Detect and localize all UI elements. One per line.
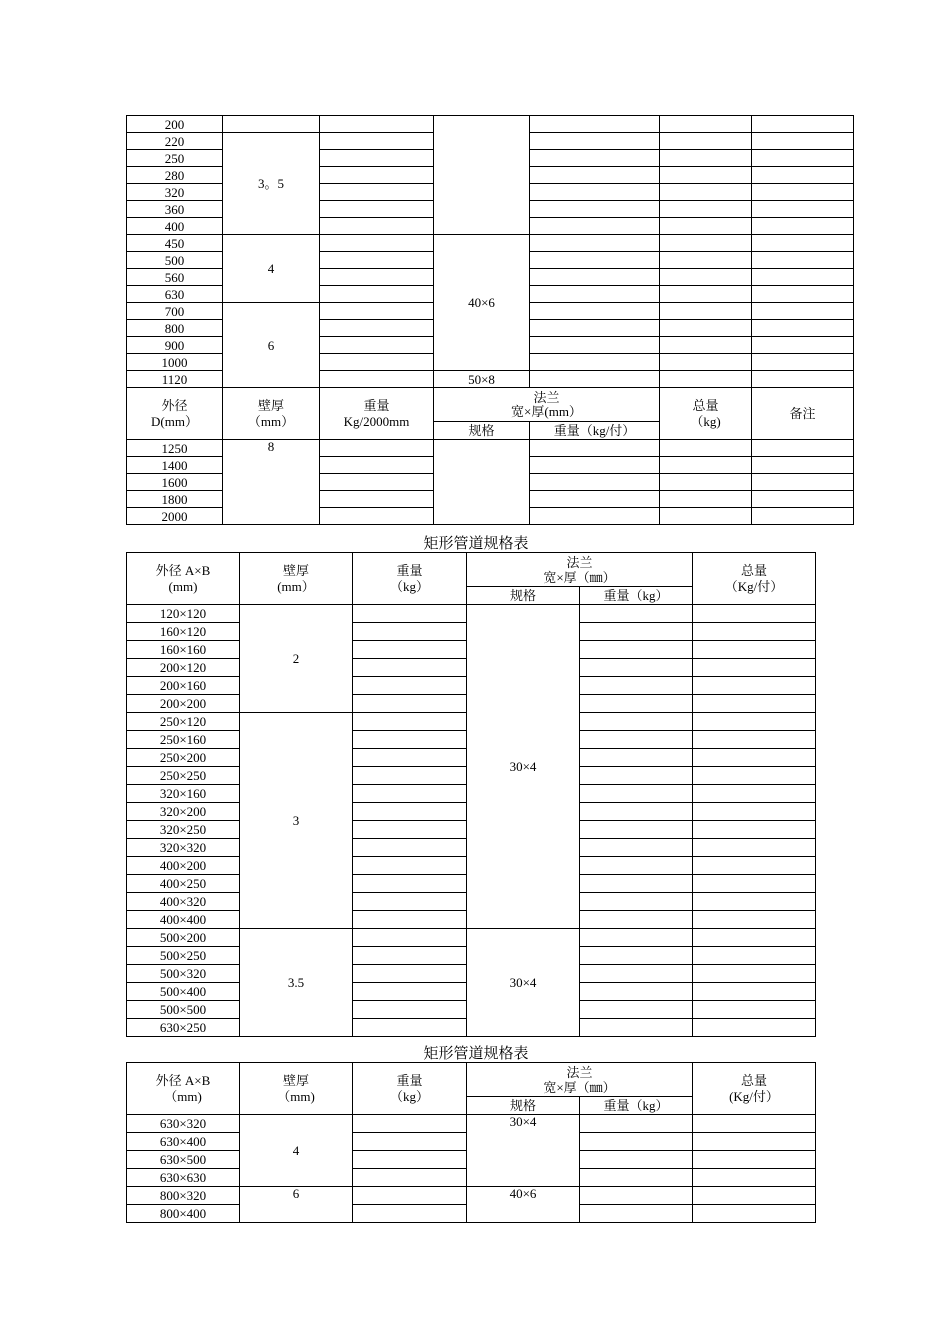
wall-cell bbox=[223, 116, 320, 133]
wall-thickness-group: 2 bbox=[240, 605, 353, 713]
flange-weight-cell bbox=[530, 116, 660, 133]
outer-dia-cell: 280 bbox=[127, 167, 223, 184]
outer-size-cell: 800×320 bbox=[127, 1187, 240, 1205]
outer-size-cell: 200×200 bbox=[127, 695, 240, 713]
rect-table-title: 矩形管道规格表 bbox=[423, 536, 529, 552]
outer-size-cell: 630×250 bbox=[127, 1019, 240, 1037]
outer-size-cell: 400×320 bbox=[127, 893, 240, 911]
outer-dia-cell: 1600 bbox=[127, 474, 223, 491]
outer-size-cell: 500×400 bbox=[127, 983, 240, 1001]
round-duct-table bbox=[126, 115, 854, 525]
outer-size-cell: 320×160 bbox=[127, 785, 240, 803]
outer-dia-cell: 700 bbox=[127, 303, 223, 320]
header-weight: 重量 Kg/2000mm bbox=[320, 388, 434, 440]
outer-dia-cell: 220 bbox=[127, 133, 223, 150]
outer-size-cell: 800×400 bbox=[127, 1205, 240, 1223]
header-outer-size: 外径 A×B （mm) bbox=[127, 1063, 240, 1115]
header-flange-weight: 重量（kg） bbox=[580, 1097, 693, 1115]
flange-spec-cell: 30×4 bbox=[467, 929, 580, 1037]
flange-spec-cell: 30×4 bbox=[467, 1115, 580, 1187]
total-cell bbox=[660, 116, 752, 133]
header-outer-dia: 外径 D(mm） bbox=[127, 388, 223, 440]
header-flange-spec: 规格 bbox=[434, 422, 530, 440]
outer-size-cell: 400×250 bbox=[127, 875, 240, 893]
outer-dia-cell: 900 bbox=[127, 337, 223, 354]
round-duct-top-rows bbox=[127, 116, 854, 388]
rect-duct-table bbox=[126, 552, 816, 1037]
outer-dia-cell: 1400 bbox=[127, 457, 223, 474]
wall-thickness-group: 3.5 bbox=[240, 929, 353, 1037]
outer-dia-cell: 2000 bbox=[127, 508, 223, 525]
outer-size-cell: 160×120 bbox=[127, 623, 240, 641]
outer-dia-cell: 400 bbox=[127, 218, 223, 235]
flange-spec-cell: 40×6 bbox=[467, 1187, 580, 1223]
outer-dia-cell: 1250 bbox=[127, 440, 223, 457]
outer-dia-cell: 450 bbox=[127, 235, 223, 252]
header-wall-thickness: 壁厚 （mm） bbox=[223, 388, 320, 440]
flange-spec-cell bbox=[434, 440, 530, 525]
outer-size-cell: 120×120 bbox=[127, 605, 240, 623]
header-wall-thickness: 壁厚 （mm) bbox=[240, 1063, 353, 1115]
flange-spec-cell: 30×4 bbox=[467, 605, 580, 929]
outer-size-cell: 320×200 bbox=[127, 803, 240, 821]
outer-size-cell: 500×500 bbox=[127, 1001, 240, 1019]
remark-cell bbox=[752, 116, 854, 133]
flange-spec-cell: 50×8 bbox=[434, 371, 530, 388]
outer-size-cell: 200×160 bbox=[127, 677, 240, 695]
outer-size-cell: 400×400 bbox=[127, 911, 240, 929]
header-flange-spec: 规格 bbox=[467, 587, 580, 605]
wall-thickness-group: 6 bbox=[240, 1187, 353, 1223]
rect-rows-2 bbox=[127, 1115, 816, 1223]
outer-dia-cell: 800 bbox=[127, 320, 223, 337]
round-duct-bottom-rows bbox=[127, 440, 854, 525]
outer-size-cell: 630×630 bbox=[127, 1169, 240, 1187]
outer-size-cell: 500×320 bbox=[127, 965, 240, 983]
outer-dia-cell: 360 bbox=[127, 201, 223, 218]
wall-thickness-group: 3。5 bbox=[223, 133, 320, 235]
outer-dia-cell: 560 bbox=[127, 269, 223, 286]
outer-dia-cell: 1120 bbox=[127, 371, 223, 388]
outer-size-cell: 250×160 bbox=[127, 731, 240, 749]
outer-dia-cell: 630 bbox=[127, 286, 223, 303]
outer-size-cell: 400×200 bbox=[127, 857, 240, 875]
header-total: 总量 （Kg/付） bbox=[693, 553, 816, 605]
header-total: 总量 (Kg/付） bbox=[693, 1063, 816, 1115]
outer-size-cell: 630×320 bbox=[127, 1115, 240, 1133]
outer-size-cell: 250×120 bbox=[127, 713, 240, 731]
outer-dia-cell: 320 bbox=[127, 184, 223, 201]
outer-size-cell: 250×200 bbox=[127, 749, 240, 767]
outer-dia-cell: 1800 bbox=[127, 491, 223, 508]
outer-size-cell: 630×400 bbox=[127, 1133, 240, 1151]
wall-thickness-group: 4 bbox=[223, 235, 320, 303]
header-wall-thickness: 壁厚 (mm） bbox=[240, 553, 353, 605]
outer-dia-cell: 250 bbox=[127, 150, 223, 167]
rect-duct-table-2 bbox=[126, 1062, 816, 1223]
header-total: 总量 （kg) bbox=[660, 388, 752, 440]
header-flange: 法兰 宽×厚（㎜） bbox=[467, 1063, 693, 1097]
outer-size-cell: 500×200 bbox=[127, 929, 240, 947]
header-weight: 重量 （kg） bbox=[353, 1063, 467, 1115]
header-flange-weight: 重量（kg） bbox=[580, 587, 693, 605]
flange-spec-cell bbox=[434, 116, 530, 235]
outer-size-cell: 200×120 bbox=[127, 659, 240, 677]
flange-spec-cell: 40×6 bbox=[434, 235, 530, 371]
outer-size-cell: 500×250 bbox=[127, 947, 240, 965]
header-flange: 法兰 宽×厚（㎜） bbox=[467, 553, 693, 587]
outer-dia-cell: 500 bbox=[127, 252, 223, 269]
outer-size-cell: 630×500 bbox=[127, 1151, 240, 1169]
wall-thickness-group: 6 bbox=[223, 303, 320, 388]
header-weight: 重量 （kg） bbox=[353, 553, 467, 605]
outer-dia-cell: 1000 bbox=[127, 354, 223, 371]
outer-size-cell: 320×250 bbox=[127, 821, 240, 839]
outer-size-cell: 320×320 bbox=[127, 839, 240, 857]
round-duct-header bbox=[127, 388, 854, 440]
header-remark: 备注 bbox=[752, 388, 854, 440]
header-flange: 法兰 宽×厚(mm） bbox=[434, 388, 660, 422]
rect-header bbox=[127, 553, 816, 605]
header-flange-weight: 重量（kg/付） bbox=[530, 422, 660, 440]
outer-size-cell: 160×160 bbox=[127, 641, 240, 659]
header-flange-spec: 规格 bbox=[467, 1097, 580, 1115]
wall-thickness-group: 8 bbox=[223, 440, 320, 525]
wall-thickness-group: 4 bbox=[240, 1115, 353, 1187]
header-outer-size: 外径 A×B (mm) bbox=[127, 553, 240, 605]
weight-cell bbox=[320, 116, 434, 133]
rect-table-title-2: 矩形管道规格表 bbox=[423, 1046, 529, 1062]
rect-header-2 bbox=[127, 1063, 816, 1115]
wall-thickness-group: 3 bbox=[240, 713, 353, 929]
outer-size-cell: 250×250 bbox=[127, 767, 240, 785]
rect-rows bbox=[127, 605, 816, 1037]
outer-dia-cell: 200 bbox=[127, 116, 223, 133]
